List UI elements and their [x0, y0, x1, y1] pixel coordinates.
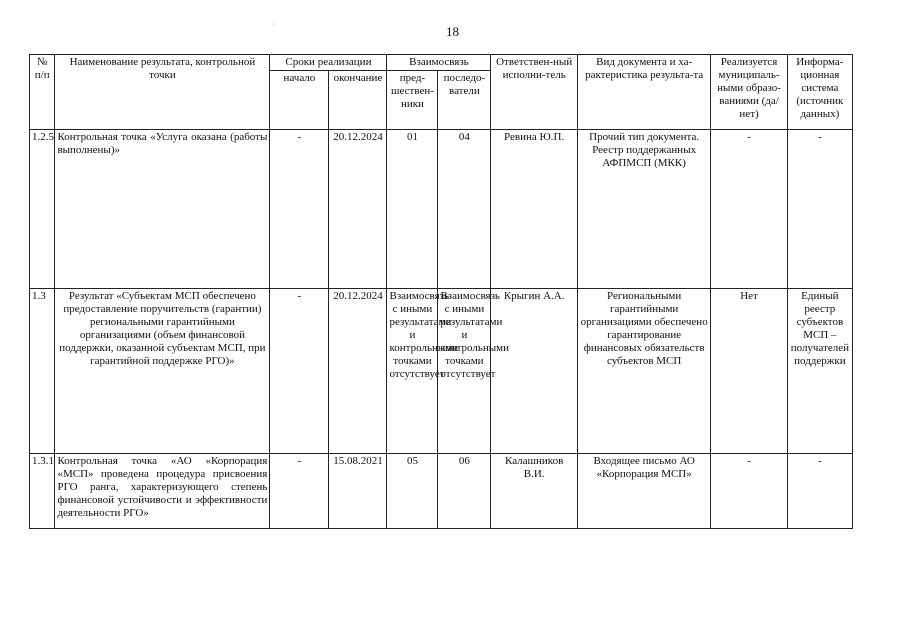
header-responsible: Ответствен-ный исполни-тель — [491, 55, 578, 130]
header-end: окончание — [329, 71, 387, 130]
cell-municipal: Нет — [711, 289, 787, 454]
cell-doc-type: Прочий тип документа. Реестр поддержанных АФПМСП (МКК) — [577, 130, 710, 289]
header-municipal: Реализуется муниципаль-ными образо-ваниями (да/нет) — [711, 55, 787, 130]
cell-info-system: Единый реестр субъектов МСП – получателей поддержки — [787, 289, 852, 454]
cell-num: 1.3 — [30, 289, 55, 454]
cell-predecessors: Взаимосвязь с иными результатами и контрольными точками отсутствует — [387, 289, 438, 454]
cell-responsible: Ревина Ю.П. — [491, 130, 578, 289]
header-start: начало — [270, 71, 329, 130]
cell-predecessors: 01 — [387, 130, 438, 289]
cell-info-system: - — [787, 130, 852, 289]
header-relation: Взаимосвязь — [387, 55, 491, 71]
cell-start: - — [270, 289, 329, 454]
header-predecessors: пред-шествен-ники — [387, 71, 438, 130]
cell-name: Контрольная точка «Услуга оказана (работы выполнены)» — [55, 130, 270, 289]
cell-num: 1.2.5 — [30, 130, 55, 289]
cell-doc-type: Региональными гарантийными организациями обеспечено гарантирование финансовых обязательств субъектов МСП — [577, 289, 710, 454]
cell-info-system: - — [787, 454, 852, 529]
cell-doc-type: Входящее письмо АО «Корпорация МСП» — [577, 454, 710, 529]
cell-responsible: Крыгин А.А. — [491, 289, 578, 454]
results-table — [29, 54, 853, 529]
cell-successors: Взаимосвязь с иными результатами и контрольными точками отсутствует — [438, 289, 491, 454]
scan-speck: · — [272, 20, 275, 29]
header-num: № п/п — [30, 55, 55, 130]
header-info-system: Информа-ционная система (источник данных) — [787, 55, 852, 130]
cell-start: - — [270, 130, 329, 289]
cell-successors: 06 — [438, 454, 491, 529]
cell-name: Результат «Субъектам МСП обеспечено предоставление поручительств (гарантии) региональными гарантийными организациями (объем финансовой поддержки, оказанной субъектам МСП, при гарантийной поддержке РГО)» — [55, 289, 270, 454]
table-row — [30, 130, 853, 289]
cell-end: 15.08.2021 — [329, 454, 387, 529]
cell-municipal: - — [711, 454, 787, 529]
cell-end: 20.12.2024 — [329, 289, 387, 454]
header-deadlines: Сроки реализации — [270, 55, 387, 71]
cell-predecessors: 05 — [387, 454, 438, 529]
header-successors: последо-ватели — [438, 71, 491, 130]
table-row — [30, 454, 853, 529]
cell-responsible: Калашников В.И. — [491, 454, 578, 529]
page-number: 18 — [446, 24, 459, 39]
cell-num: 1.3.1 — [30, 454, 55, 529]
table-row — [30, 289, 853, 454]
header-row-1 — [30, 55, 853, 71]
header-name: Наименование результата, контрольной точки — [55, 55, 270, 130]
cell-municipal: - — [711, 130, 787, 289]
cell-start: - — [270, 454, 329, 529]
cell-successors: 04 — [438, 130, 491, 289]
header-doc-type: Вид документа и ха-рактеристика результа-та — [577, 55, 710, 130]
cell-name: Контрольная точка «АО «Корпорация «МСП» проведена процедура присвоения РГО ранга, характеризующего степень финансовой устойчивости и эффективности деятельности РГО» — [55, 454, 270, 529]
cell-end: 20.12.2024 — [329, 130, 387, 289]
